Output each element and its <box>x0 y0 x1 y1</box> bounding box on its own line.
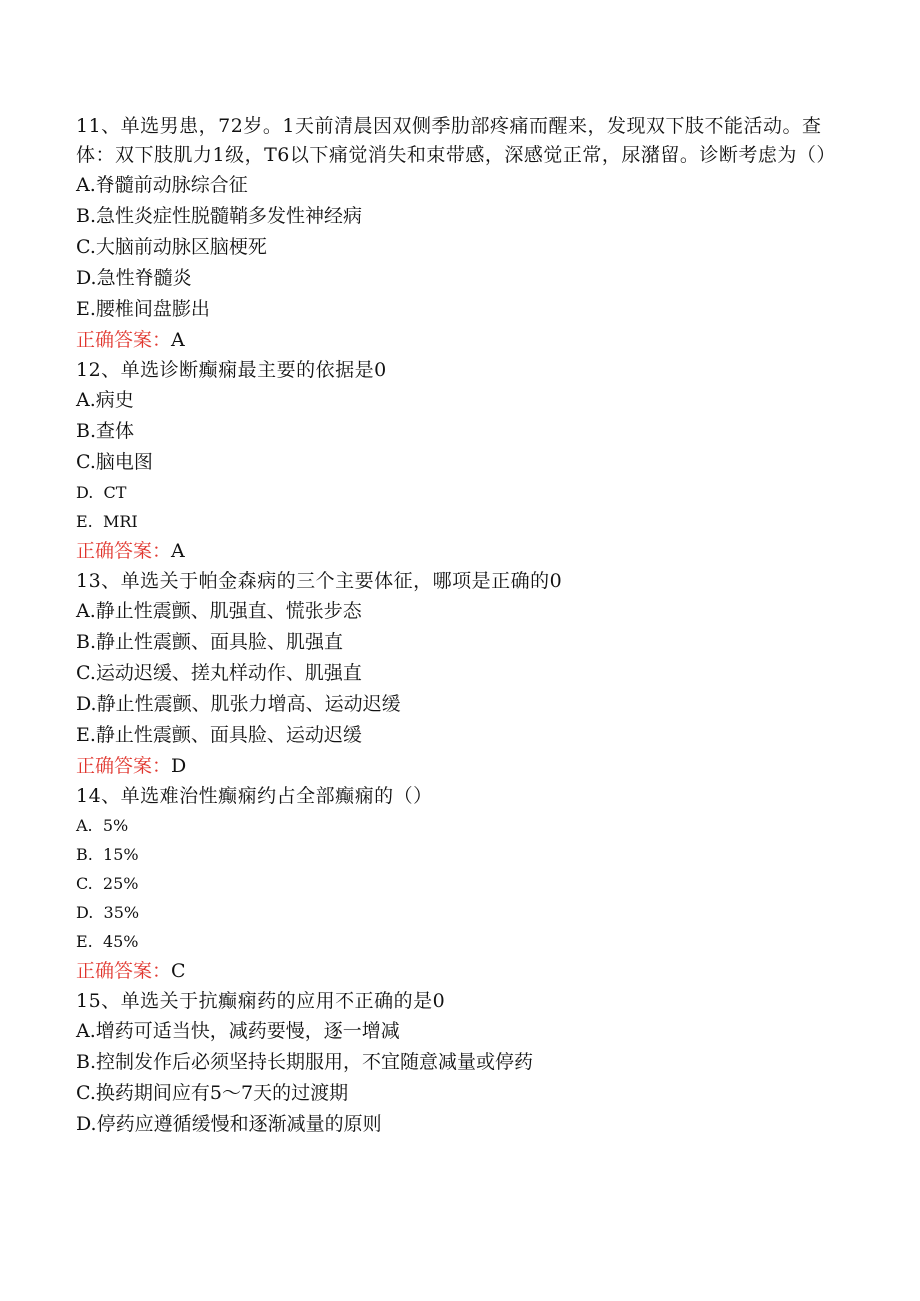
option-c: C. 25% <box>76 874 139 893</box>
option-d: D. 35% <box>76 903 140 922</box>
option-a: A.静止性震颤、肌强直、慌张步态 <box>76 600 362 622</box>
option-a: A.脊髓前动脉综合征 <box>76 174 248 196</box>
question-14 <box>76 782 846 987</box>
question-12 <box>76 356 846 567</box>
option-a: A. 5% <box>76 816 129 835</box>
option-a: A.病史 <box>76 389 134 411</box>
correct-answer <box>76 751 846 782</box>
question-list <box>76 112 846 1140</box>
correct-answer <box>76 536 846 567</box>
option-d: D.停药应遵循缓慢和逐渐减量的原则 <box>76 1113 382 1135</box>
question-stem: 11、单选男患，72岁。1天前清晨因双侧季肋部疼痛而醒来，发现双下肢不能活动。查体：双下肢肌力1级，T6以下痛觉消失和束带感，深感觉正常，尿潴留。诊断考虑为（） <box>76 115 836 166</box>
option-e: E. 45% <box>76 932 139 951</box>
option-c: C.换药期间应有5～7天的过渡期 <box>76 1082 349 1104</box>
answer-label: 正确答案： <box>76 540 172 562</box>
correct-answer <box>76 325 846 356</box>
option-b: B. 15% <box>76 845 139 864</box>
answer-label: 正确答案： <box>76 329 172 351</box>
question-13 <box>76 567 846 782</box>
option-b: B.查体 <box>76 420 135 442</box>
option-e: E.静止性震颤、面具脸、运动迟缓 <box>76 724 362 746</box>
question-stem: 12、单选诊断癫痫最主要的依据是0 <box>76 359 387 381</box>
question-stem: 13、单选关于帕金森病的三个主要体征，哪项是正确的0 <box>76 570 563 592</box>
answer-value: C <box>171 960 186 982</box>
option-c: C.脑电图 <box>76 451 153 473</box>
question-stem: 15、单选关于抗癫痫药的应用不正确的是0 <box>76 990 446 1012</box>
answer-label: 正确答案： <box>76 755 172 777</box>
correct-answer <box>76 956 846 987</box>
option-b: B.急性炎症性脱髓鞘多发性神经病 <box>76 205 363 227</box>
option-d: D.急性脊髓炎 <box>76 267 192 289</box>
question-stem: 14、单选难治性癫痫约占全部癫痫的（） <box>76 785 433 807</box>
option-e: E.腰椎间盘膨出 <box>76 298 210 320</box>
answer-value: D <box>171 755 187 777</box>
option-d: D.静止性震颤、肌张力增高、运动迟缓 <box>76 693 401 715</box>
answer-label: 正确答案： <box>76 960 172 982</box>
option-a: A.增药可适当快，减药要慢，逐一增减 <box>76 1020 400 1042</box>
answer-value: A <box>171 540 185 562</box>
question-11 <box>76 112 846 356</box>
option-b: B.静止性震颤、面具脸、肌强直 <box>76 631 344 653</box>
option-c: C.大脑前动脉区脑梗死 <box>76 236 267 258</box>
option-e: E. MRI <box>76 512 138 531</box>
option-c: C.运动迟缓、搓丸样动作、肌强直 <box>76 662 362 684</box>
option-b: B.控制发作后必须坚持长期服用，不宜随意减量或停药 <box>76 1051 534 1073</box>
question-15 <box>76 987 846 1140</box>
answer-value: A <box>171 329 185 351</box>
option-d: D. CT <box>76 483 127 502</box>
